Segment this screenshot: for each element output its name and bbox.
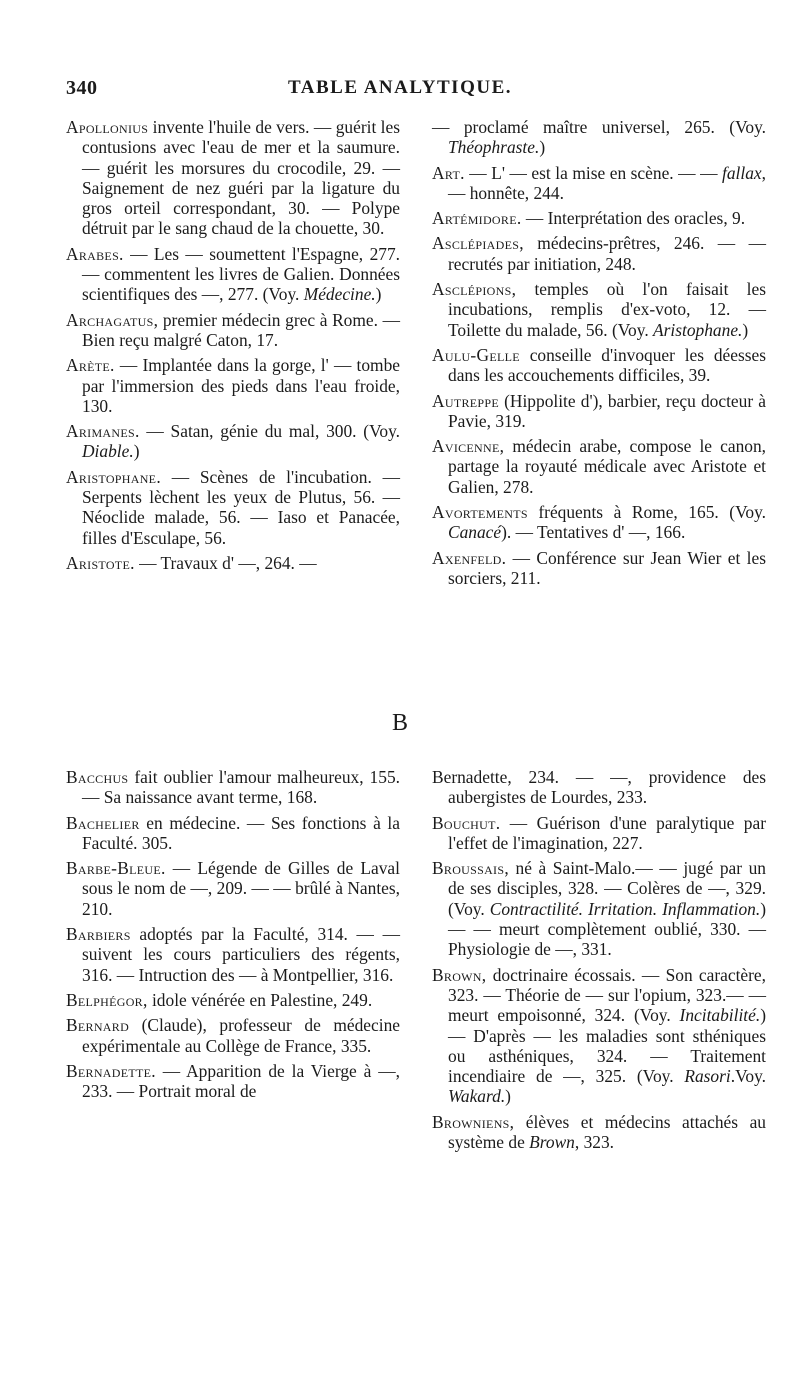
entry-headword: Apollonius (66, 117, 149, 137)
entry-text: premier médecin grec à Rome. — Bien reçu malgré Caton, 17. (82, 309, 400, 350)
entry-text: .Voy. (730, 1066, 766, 1087)
index-entry (432, 813, 766, 854)
entry-text: — Les — soumettent l'Espagne, 277. — commentent les livres de Galien. Données scientifiques des —, 277. (Voy. (82, 243, 400, 305)
entry-text: — Implantée dans la gorge, l' — tombe par l'immersion des pieds dans l'eau froide, 130. (82, 355, 400, 416)
index-entry (66, 1015, 400, 1056)
entry-text: idole vénérée en Palestine, 249. (147, 989, 373, 1010)
entry-headword: Aristote. (66, 552, 135, 573)
entry-headword: Bernard (66, 1015, 130, 1036)
entry-spacer (66, 1101, 400, 1106)
index-entry (432, 345, 766, 386)
entry-text: invente l'huile de vers. — guérit les contusions avec l'eau de mer et la saumure. — guérit les morsures du crocodile, 29. — Saignement de nez guéri par la ligature du gros orteil correspondant, 30. — Polype détruit par le sang chaud de la chouette, 30. (82, 117, 400, 239)
entry-headword: Brown, (432, 964, 487, 985)
index-entry (66, 990, 400, 1010)
index-entry (432, 548, 766, 589)
index-entry (66, 1061, 400, 1102)
index-entry (432, 391, 766, 432)
index-entry (66, 553, 400, 573)
index-entry (432, 502, 766, 543)
entry-text: doctrinaire écossais. — Son caractère, 323. — Théorie de — sur l'opium, 323.— — meurt empoisonné, 324. (Voy. (448, 964, 766, 1026)
entry-headword: Axenfeld. (432, 547, 507, 568)
entry-headword: Archagatus, (66, 309, 159, 330)
entry-text: — Conférence sur Jean Wier et les sorciers, 211. (448, 547, 766, 588)
entry-text: — Apparition de la Vierge à —, 233. — Portrait moral de (82, 1060, 400, 1102)
entry-spacer (432, 588, 766, 593)
entry-headword: Arète. (66, 355, 115, 376)
entry-text: — Scènes de l'incubation. — Serpents lèchent les yeux de Plutus, 56. — Néoclide malade, 56. — Iaso et Panacée, filles d'Esculape, 56. (82, 466, 400, 548)
entry-text: — Interprétation des oracles, 9. (521, 208, 746, 229)
index-entry (432, 233, 766, 274)
entry-text: en médecine. — Ses fonctions à la Faculté. 305. (82, 812, 400, 853)
index-entry (432, 1112, 766, 1153)
entry-text: élèves et médecins attachés au système de (448, 1111, 766, 1153)
index-entry (432, 279, 766, 340)
section-a-left-column (66, 117, 400, 578)
index-entry (66, 924, 400, 985)
entry-headword: Arabes. (66, 243, 124, 264)
index-entry (66, 310, 400, 351)
entry-headword: Bacchus (66, 767, 129, 787)
entry-headword: Art. (432, 162, 465, 183)
index-entry (432, 858, 766, 959)
index-entry (432, 965, 766, 1107)
entry-text: ). — Tentatives d' —, 166. (501, 522, 686, 543)
entry-headword: Avicenne, (432, 436, 505, 457)
section-a-right-column (432, 117, 766, 593)
entry-text: médecins-prêtres, 246. — — recrutés par initiation, 248. (448, 233, 766, 274)
entry-headword: Asclépiades, (432, 233, 524, 254)
entry-text: — Guérison d'une paralytique par l'effet de l'imagination, 227. (448, 812, 766, 853)
entry-italic-ref: Canacé (448, 522, 502, 543)
entry-text: ) (505, 1086, 511, 1107)
entry-text: ) — D'après — les maladies sont sthéniques ou asthéniques, 324. — Traitement incendiaire de —, 325. (Voy. (448, 1005, 766, 1087)
entry-headword: Browniens, (432, 1111, 515, 1132)
entry-text: né à Saint-Malo.— — jugé par un de ses disciples, 328. — Colères de —, 329. (Voy. (448, 858, 766, 919)
entry-headword: Barbiers (66, 924, 131, 945)
index-entry (66, 244, 400, 305)
entry-text: , 323. (574, 1132, 615, 1153)
entry-text: ) (375, 284, 382, 305)
index-entry (66, 467, 400, 548)
entry-spacer (66, 573, 400, 578)
section-letter: B (391, 710, 408, 736)
entry-text: ) (133, 441, 140, 462)
entry-headword: Bouchut. (432, 812, 501, 833)
page-number: 340 (66, 77, 98, 99)
entry-text: — Travaux d' —, 264. — (134, 552, 317, 573)
entry-headword: Broussais, (432, 858, 509, 879)
entry-text: adoptés par la Faculté, 314. — — suivent les cours particuliers des régents, 316. — Intruction des — à Montpellier, 316. (82, 924, 400, 985)
section-b-right-column (432, 767, 766, 1157)
index-entry (66, 813, 400, 854)
entry-headword: Avortements (432, 502, 528, 523)
section-b-left-column (66, 767, 400, 1106)
entry-italic-ref: Diable. (82, 441, 134, 462)
entry-text: temples où l'on faisait les incubations, remplis d'ex-voto, 12. — Toilette du malade, 56. (Voy. (448, 279, 766, 340)
entry-italic-ref: Brown (529, 1132, 575, 1153)
entry-italic-ref: Contractilité. Irritation. Inflammation. (489, 898, 761, 919)
index-entry (66, 858, 400, 919)
entry-italic-ref: Aristophane. (653, 319, 743, 340)
index-entry (66, 767, 400, 808)
entry-text: conseille d'invoquer les déesses dans les accouchements difficiles, 39. (448, 344, 766, 386)
entry-spacer (432, 1152, 766, 1157)
entry-headword: Asclépions, (432, 279, 517, 300)
entry-headword: Belphégor, (66, 989, 148, 1010)
entry-text: — Légende de Gilles de Laval sous le nom de —, 209. — — brûlé à Nantes, 210. (82, 858, 400, 919)
index-entry (432, 767, 766, 808)
entry-text: — proclamé maître universel, 265. (Voy. (432, 117, 766, 137)
running-head: TABLE ANALYTIQUE. (287, 77, 512, 98)
entry-text: (Claude), professeur de médecine expérimentale au Collège de France, 335. (82, 1015, 400, 1056)
entry-headword: Artémidore. (432, 208, 522, 229)
index-entry (432, 117, 766, 158)
index-entry (66, 117, 400, 239)
entry-italic-ref: Wakard. (448, 1086, 506, 1107)
entry-italic-ref: Incitabilité. (679, 1005, 761, 1026)
entry-headword: Aristophane. (66, 466, 161, 487)
entry-italic-ref: Médecine. (303, 284, 376, 305)
index-entry (66, 421, 400, 462)
entry-headword: Arimanes. (66, 421, 140, 442)
entry-text: médecin arabe, compose le canon, partage la royauté médicale avec Aristote et Galien, 278. (448, 436, 766, 497)
entry-text: , — honnête, 244. (448, 162, 766, 203)
entry-text: — L' — est la mise en scène. — — (464, 162, 723, 183)
index-entry (432, 163, 766, 204)
entry-headword: Bernadette. (66, 1060, 156, 1081)
page-header (0, 77, 800, 107)
entry-text: — Satan, génie du mal, 300. (Voy. (139, 421, 400, 442)
entry-text: fréquents à Rome, 165. (Voy. (527, 502, 766, 523)
entry-italic-ref: Rasori (684, 1066, 731, 1087)
entry-text: fait oublier l'amour malheureux, 155. — Sa naissance avant terme, 168. (82, 767, 400, 808)
entry-headword: Bachelier (66, 812, 140, 833)
entry-italic-ref: Théophraste. (448, 137, 540, 158)
entry-headword: Barbe-Bleue. (66, 858, 166, 879)
entry-text: Bernadette, 234. — —, providence des aubergistes de Lourdes, 233. (432, 767, 766, 808)
entry-italic-ref: fallax (722, 162, 762, 183)
entry-text: ) (539, 137, 546, 158)
entry-headword: Autreppe (432, 390, 499, 411)
entry-headword: Aulu-Gelle (432, 344, 520, 365)
index-entry (66, 355, 400, 416)
entry-text: ) (742, 319, 749, 340)
index-entry (432, 436, 766, 497)
entry-text: ) — — meurt complètement oublié, 330. — Physiologie de —, 331. (448, 898, 766, 960)
entry-text: (Hippolite d'), barbier, reçu docteur à Pavie, 319. (448, 390, 766, 431)
index-entry (432, 208, 766, 228)
